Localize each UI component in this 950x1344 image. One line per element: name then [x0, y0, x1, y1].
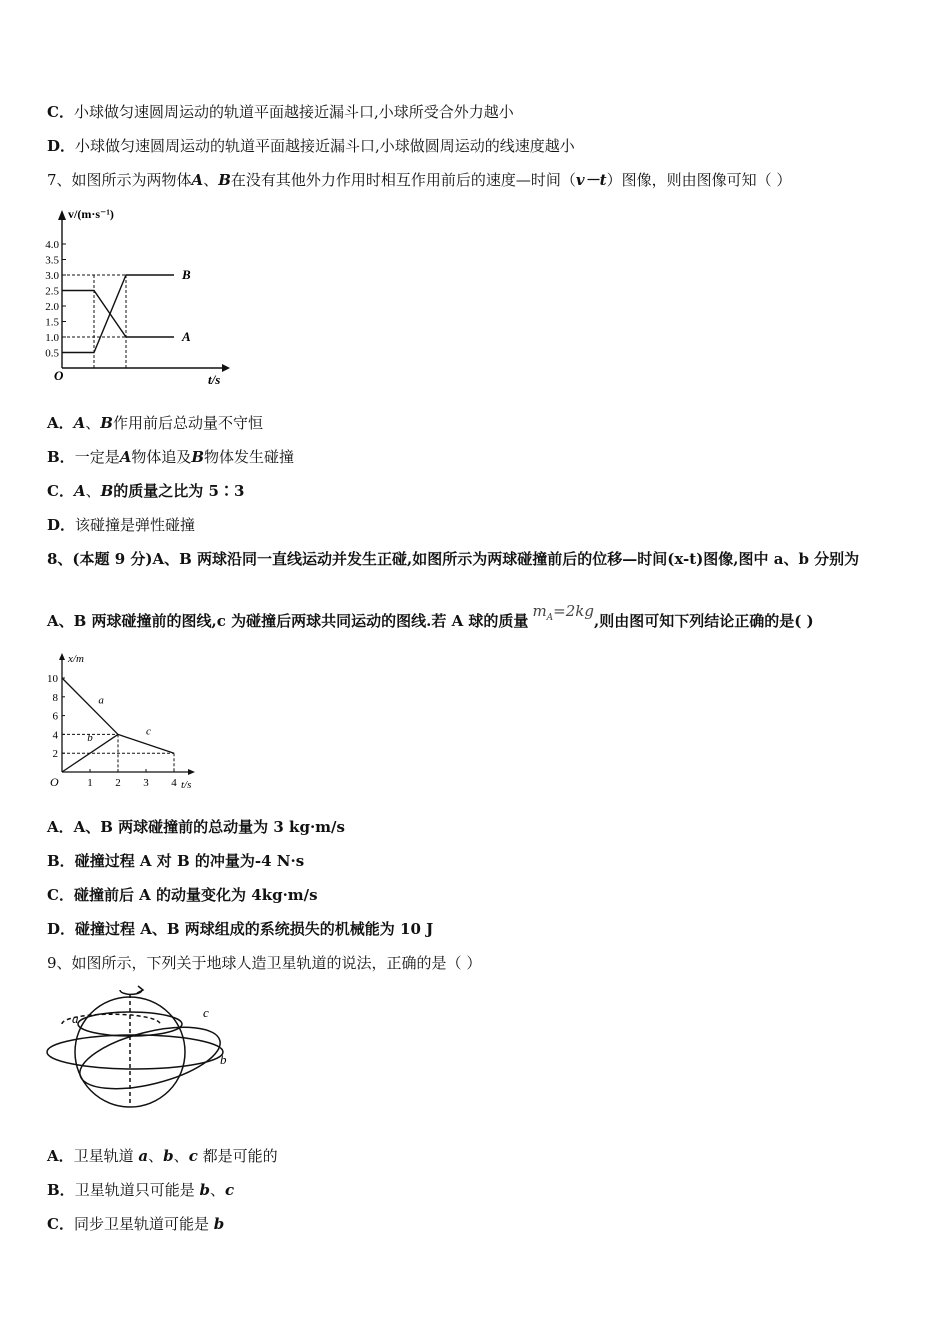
series-label-B: B: [182, 267, 191, 282]
q8-displacement-time-chart: [40, 648, 200, 793]
x-tick-label: 3: [143, 777, 149, 789]
origin-label: O: [50, 775, 59, 789]
y-tick-label: 6: [52, 710, 58, 723]
x-axis-arrow: [188, 769, 195, 775]
q8-option-b: B．碰撞过程 A 对 B 的冲量为-4 N·s: [47, 852, 305, 870]
option-label: C．: [47, 103, 74, 121]
series-line-A: [62, 291, 174, 338]
q9-option-b: B．卫星轨道只可能是 b、c: [47, 1181, 235, 1199]
q9-earth-orbits-figure: [40, 980, 240, 1120]
x-axis-label: t/s: [208, 372, 221, 387]
orbit-b-ellipse: [47, 1035, 223, 1069]
y-tick-label: 2.5: [45, 285, 59, 298]
y-tick-label: 4.0: [45, 239, 59, 251]
orbit-label-b: b: [220, 1052, 227, 1067]
series-line-a: [62, 678, 118, 734]
series-label-b: b: [87, 731, 93, 744]
q9-stem: 9、如图所示，下列关于地球人造卫星轨道的说法，正确的是（ ）: [47, 954, 482, 972]
y-tick-label: 1.0: [45, 332, 59, 344]
y-tick-label: 4: [52, 729, 58, 742]
y-tick-label: 2.0: [45, 301, 59, 313]
q6-option-c: [47, 102, 514, 122]
orbit-label-a: a: [72, 1011, 79, 1026]
q7-stem: 7、如图所示为两物体A、B在没有其他外力作用时相互作用前后的速度—时间（v－t）图像，则由图像可知（ ）: [47, 171, 792, 189]
y-tick-label: 3.0: [45, 270, 59, 282]
y-tick-label: 10: [47, 673, 58, 685]
q8-stem-line2: A、B 两球碰撞前的图线,c 为碰撞后两球共同运动的图线.若 A 球的质量$m_A=2kg$,则由图可知下列结论正确的是( ): [47, 602, 814, 630]
y-tick-label: 0.5: [45, 347, 59, 360]
x-axis-arrow: [222, 364, 230, 372]
y-tick-label: 2: [52, 748, 58, 761]
q8-option-d: D．碰撞过程 A、B 两球组成的系统损失的机械能为 10 J: [47, 920, 434, 938]
y-tick-label: 3.5: [45, 254, 59, 267]
series-label-A: A: [182, 329, 191, 344]
q7-option-d: D．该碰撞是弹性碰撞: [47, 516, 196, 534]
q6-option-d: [47, 136, 575, 156]
y-axis-label: v/(m·s⁻¹): [68, 207, 114, 221]
q7-velocity-time-chart: [40, 200, 240, 388]
option-label: D．: [47, 137, 76, 155]
series-line-B: [62, 275, 174, 353]
mass-formula: $m_A=2kg$: [532, 602, 594, 623]
series-label-a: a: [98, 694, 104, 707]
option-text: 小球做匀速圆周运动的轨道平面越接近漏斗口,小球所受合外力越小: [73, 103, 514, 121]
orbit-c-ellipse: [74, 1015, 226, 1100]
orbit-label-c: c: [203, 1005, 209, 1020]
x-tick-label: 1: [87, 777, 93, 789]
q8-stem-line1: 8、(本题 9 分)A、B 两球沿同一直线运动并发生正碰,如图所示为两球碰撞前后的位移—时间(x-t)图像,图中 a、b 分别为: [47, 550, 860, 568]
y-tick-label: 8: [52, 691, 58, 704]
y-axis-arrow: [58, 210, 66, 220]
q7-option-b: B．一定是A物体追及B物体发生碰撞: [47, 448, 295, 466]
origin-label: O: [54, 368, 64, 383]
x-tick-label: 4: [171, 777, 177, 789]
q9-option-c: C．同步卫星轨道可能是 b: [47, 1215, 225, 1233]
q7-option-c: C．A、B的质量之比为 5∶3: [47, 482, 245, 500]
q8-option-a: A．A、B 两球碰撞前的总动量为 3 kg·m/s: [47, 818, 345, 836]
rotation-arrowhead: [137, 986, 143, 993]
y-tick-label: 1.5: [45, 316, 59, 329]
x-tick-label: 2: [115, 777, 121, 789]
q8-option-c: C．碰撞前后 A 的动量变化为 4kg·m/s: [47, 886, 318, 904]
y-axis-arrow: [59, 653, 65, 660]
y-axis-label: x/m: [68, 653, 84, 665]
x-axis-label: t/s: [181, 779, 192, 791]
q9-option-a: A．卫星轨道 a、b、c 都是可能的: [47, 1147, 278, 1165]
q7-option-a: A．A、B作用前后总动量不守恒: [47, 414, 263, 432]
series-label-c: c: [146, 725, 151, 738]
option-text: 小球做匀速圆周运动的轨道平面越接近漏斗口,小球做圆周运动的线速度越小: [75, 137, 575, 155]
